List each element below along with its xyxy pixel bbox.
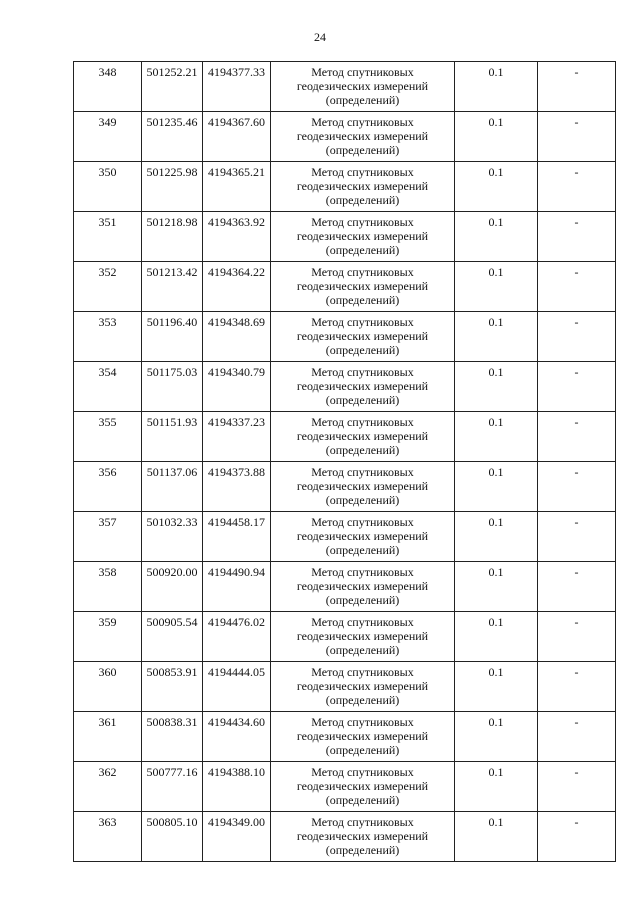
point-number-cell: 360 — [74, 662, 142, 712]
method-cell: Метод спутниковых геодезических измерений (определений) — [271, 62, 455, 112]
point-number-cell: 349 — [74, 112, 142, 162]
y-coordinate-cell: 4194388.10 — [203, 762, 271, 812]
y-coordinate-cell: 4194434.60 — [203, 712, 271, 762]
note-cell: - — [538, 712, 616, 762]
method-cell: Метод спутниковых геодезических измерений (определений) — [271, 662, 455, 712]
x-coordinate-cell: 501137.06 — [142, 462, 203, 512]
point-number-cell: 355 — [74, 412, 142, 462]
accuracy-cell: 0.1 — [455, 112, 538, 162]
accuracy-cell: 0.1 — [455, 262, 538, 312]
table-row — [74, 112, 616, 162]
accuracy-cell: 0.1 — [455, 712, 538, 762]
coordinates-table — [73, 61, 616, 862]
table-row — [74, 312, 616, 362]
accuracy-cell: 0.1 — [455, 162, 538, 212]
table-row — [74, 762, 616, 812]
y-coordinate-cell: 4194348.69 — [203, 312, 271, 362]
y-coordinate-cell: 4194349.00 — [203, 812, 271, 862]
y-coordinate-cell: 4194377.33 — [203, 62, 271, 112]
note-cell: - — [538, 462, 616, 512]
coordinates-table-body — [74, 62, 616, 862]
note-cell: - — [538, 362, 616, 412]
note-cell: - — [538, 212, 616, 262]
method-cell: Метод спутниковых геодезических измерений (определений) — [271, 462, 455, 512]
method-cell: Метод спутниковых геодезических измерений (определений) — [271, 212, 455, 262]
table-row — [74, 162, 616, 212]
x-coordinate-cell: 500853.91 — [142, 662, 203, 712]
x-coordinate-cell: 501252.21 — [142, 62, 203, 112]
point-number-cell: 362 — [74, 762, 142, 812]
point-number-cell: 348 — [74, 62, 142, 112]
table-row — [74, 662, 616, 712]
y-coordinate-cell: 4194363.92 — [203, 212, 271, 262]
x-coordinate-cell: 500777.16 — [142, 762, 203, 812]
note-cell: - — [538, 562, 616, 612]
y-coordinate-cell: 4194364.22 — [203, 262, 271, 312]
table-row — [74, 362, 616, 412]
method-cell: Метод спутниковых геодезических измерений (определений) — [271, 562, 455, 612]
y-coordinate-cell: 4194444.05 — [203, 662, 271, 712]
accuracy-cell: 0.1 — [455, 312, 538, 362]
point-number-cell: 353 — [74, 312, 142, 362]
x-coordinate-cell: 500805.10 — [142, 812, 203, 862]
y-coordinate-cell: 4194373.88 — [203, 462, 271, 512]
point-number-cell: 351 — [74, 212, 142, 262]
accuracy-cell: 0.1 — [455, 362, 538, 412]
method-cell: Метод спутниковых геодезических измерений (определений) — [271, 612, 455, 662]
table-row — [74, 712, 616, 762]
method-cell: Метод спутниковых геодезических измерений (определений) — [271, 112, 455, 162]
note-cell: - — [538, 412, 616, 462]
method-cell: Метод спутниковых геодезических измерений (определений) — [271, 712, 455, 762]
table-row — [74, 212, 616, 262]
x-coordinate-cell: 501151.93 — [142, 412, 203, 462]
table-row — [74, 612, 616, 662]
note-cell: - — [538, 662, 616, 712]
table-row — [74, 512, 616, 562]
note-cell: - — [538, 112, 616, 162]
accuracy-cell: 0.1 — [455, 662, 538, 712]
accuracy-cell: 0.1 — [455, 462, 538, 512]
accuracy-cell: 0.1 — [455, 512, 538, 562]
accuracy-cell: 0.1 — [455, 762, 538, 812]
point-number-cell: 350 — [74, 162, 142, 212]
note-cell: - — [538, 162, 616, 212]
point-number-cell: 352 — [74, 262, 142, 312]
method-cell: Метод спутниковых геодезических измерений (определений) — [271, 312, 455, 362]
note-cell: - — [538, 312, 616, 362]
x-coordinate-cell: 501213.42 — [142, 262, 203, 312]
accuracy-cell: 0.1 — [455, 62, 538, 112]
x-coordinate-cell: 500838.31 — [142, 712, 203, 762]
x-coordinate-cell: 501196.40 — [142, 312, 203, 362]
x-coordinate-cell: 500920.00 — [142, 562, 203, 612]
x-coordinate-cell: 501225.98 — [142, 162, 203, 212]
note-cell: - — [538, 612, 616, 662]
y-coordinate-cell: 4194337.23 — [203, 412, 271, 462]
point-number-cell: 359 — [74, 612, 142, 662]
y-coordinate-cell: 4194476.02 — [203, 612, 271, 662]
table-row — [74, 562, 616, 612]
note-cell: - — [538, 262, 616, 312]
y-coordinate-cell: 4194365.21 — [203, 162, 271, 212]
y-coordinate-cell: 4194340.79 — [203, 362, 271, 412]
point-number-cell: 357 — [74, 512, 142, 562]
table-row — [74, 812, 616, 862]
table-row — [74, 262, 616, 312]
method-cell: Метод спутниковых геодезических измерений (определений) — [271, 162, 455, 212]
table-row — [74, 412, 616, 462]
point-number-cell: 358 — [74, 562, 142, 612]
point-number-cell: 354 — [74, 362, 142, 412]
x-coordinate-cell: 501235.46 — [142, 112, 203, 162]
point-number-cell: 361 — [74, 712, 142, 762]
method-cell: Метод спутниковых геодезических измерений (определений) — [271, 262, 455, 312]
accuracy-cell: 0.1 — [455, 412, 538, 462]
note-cell: - — [538, 812, 616, 862]
accuracy-cell: 0.1 — [455, 812, 538, 862]
y-coordinate-cell: 4194367.60 — [203, 112, 271, 162]
table-row — [74, 462, 616, 512]
x-coordinate-cell: 501218.98 — [142, 212, 203, 262]
method-cell: Метод спутниковых геодезических измерений (определений) — [271, 762, 455, 812]
method-cell: Метод спутниковых геодезических измерений (определений) — [271, 362, 455, 412]
page-number: 24 — [314, 30, 326, 44]
accuracy-cell: 0.1 — [455, 612, 538, 662]
note-cell: - — [538, 762, 616, 812]
point-number-cell: 356 — [74, 462, 142, 512]
point-number-cell: 363 — [74, 812, 142, 862]
accuracy-cell: 0.1 — [455, 562, 538, 612]
table-row — [74, 62, 616, 112]
method-cell: Метод спутниковых геодезических измерений (определений) — [271, 412, 455, 462]
x-coordinate-cell: 501175.03 — [142, 362, 203, 412]
note-cell: - — [538, 62, 616, 112]
y-coordinate-cell: 4194458.17 — [203, 512, 271, 562]
accuracy-cell: 0.1 — [455, 212, 538, 262]
x-coordinate-cell: 501032.33 — [142, 512, 203, 562]
method-cell: Метод спутниковых геодезических измерений (определений) — [271, 812, 455, 862]
y-coordinate-cell: 4194490.94 — [203, 562, 271, 612]
x-coordinate-cell: 500905.54 — [142, 612, 203, 662]
method-cell: Метод спутниковых геодезических измерений (определений) — [271, 512, 455, 562]
note-cell: - — [538, 512, 616, 562]
